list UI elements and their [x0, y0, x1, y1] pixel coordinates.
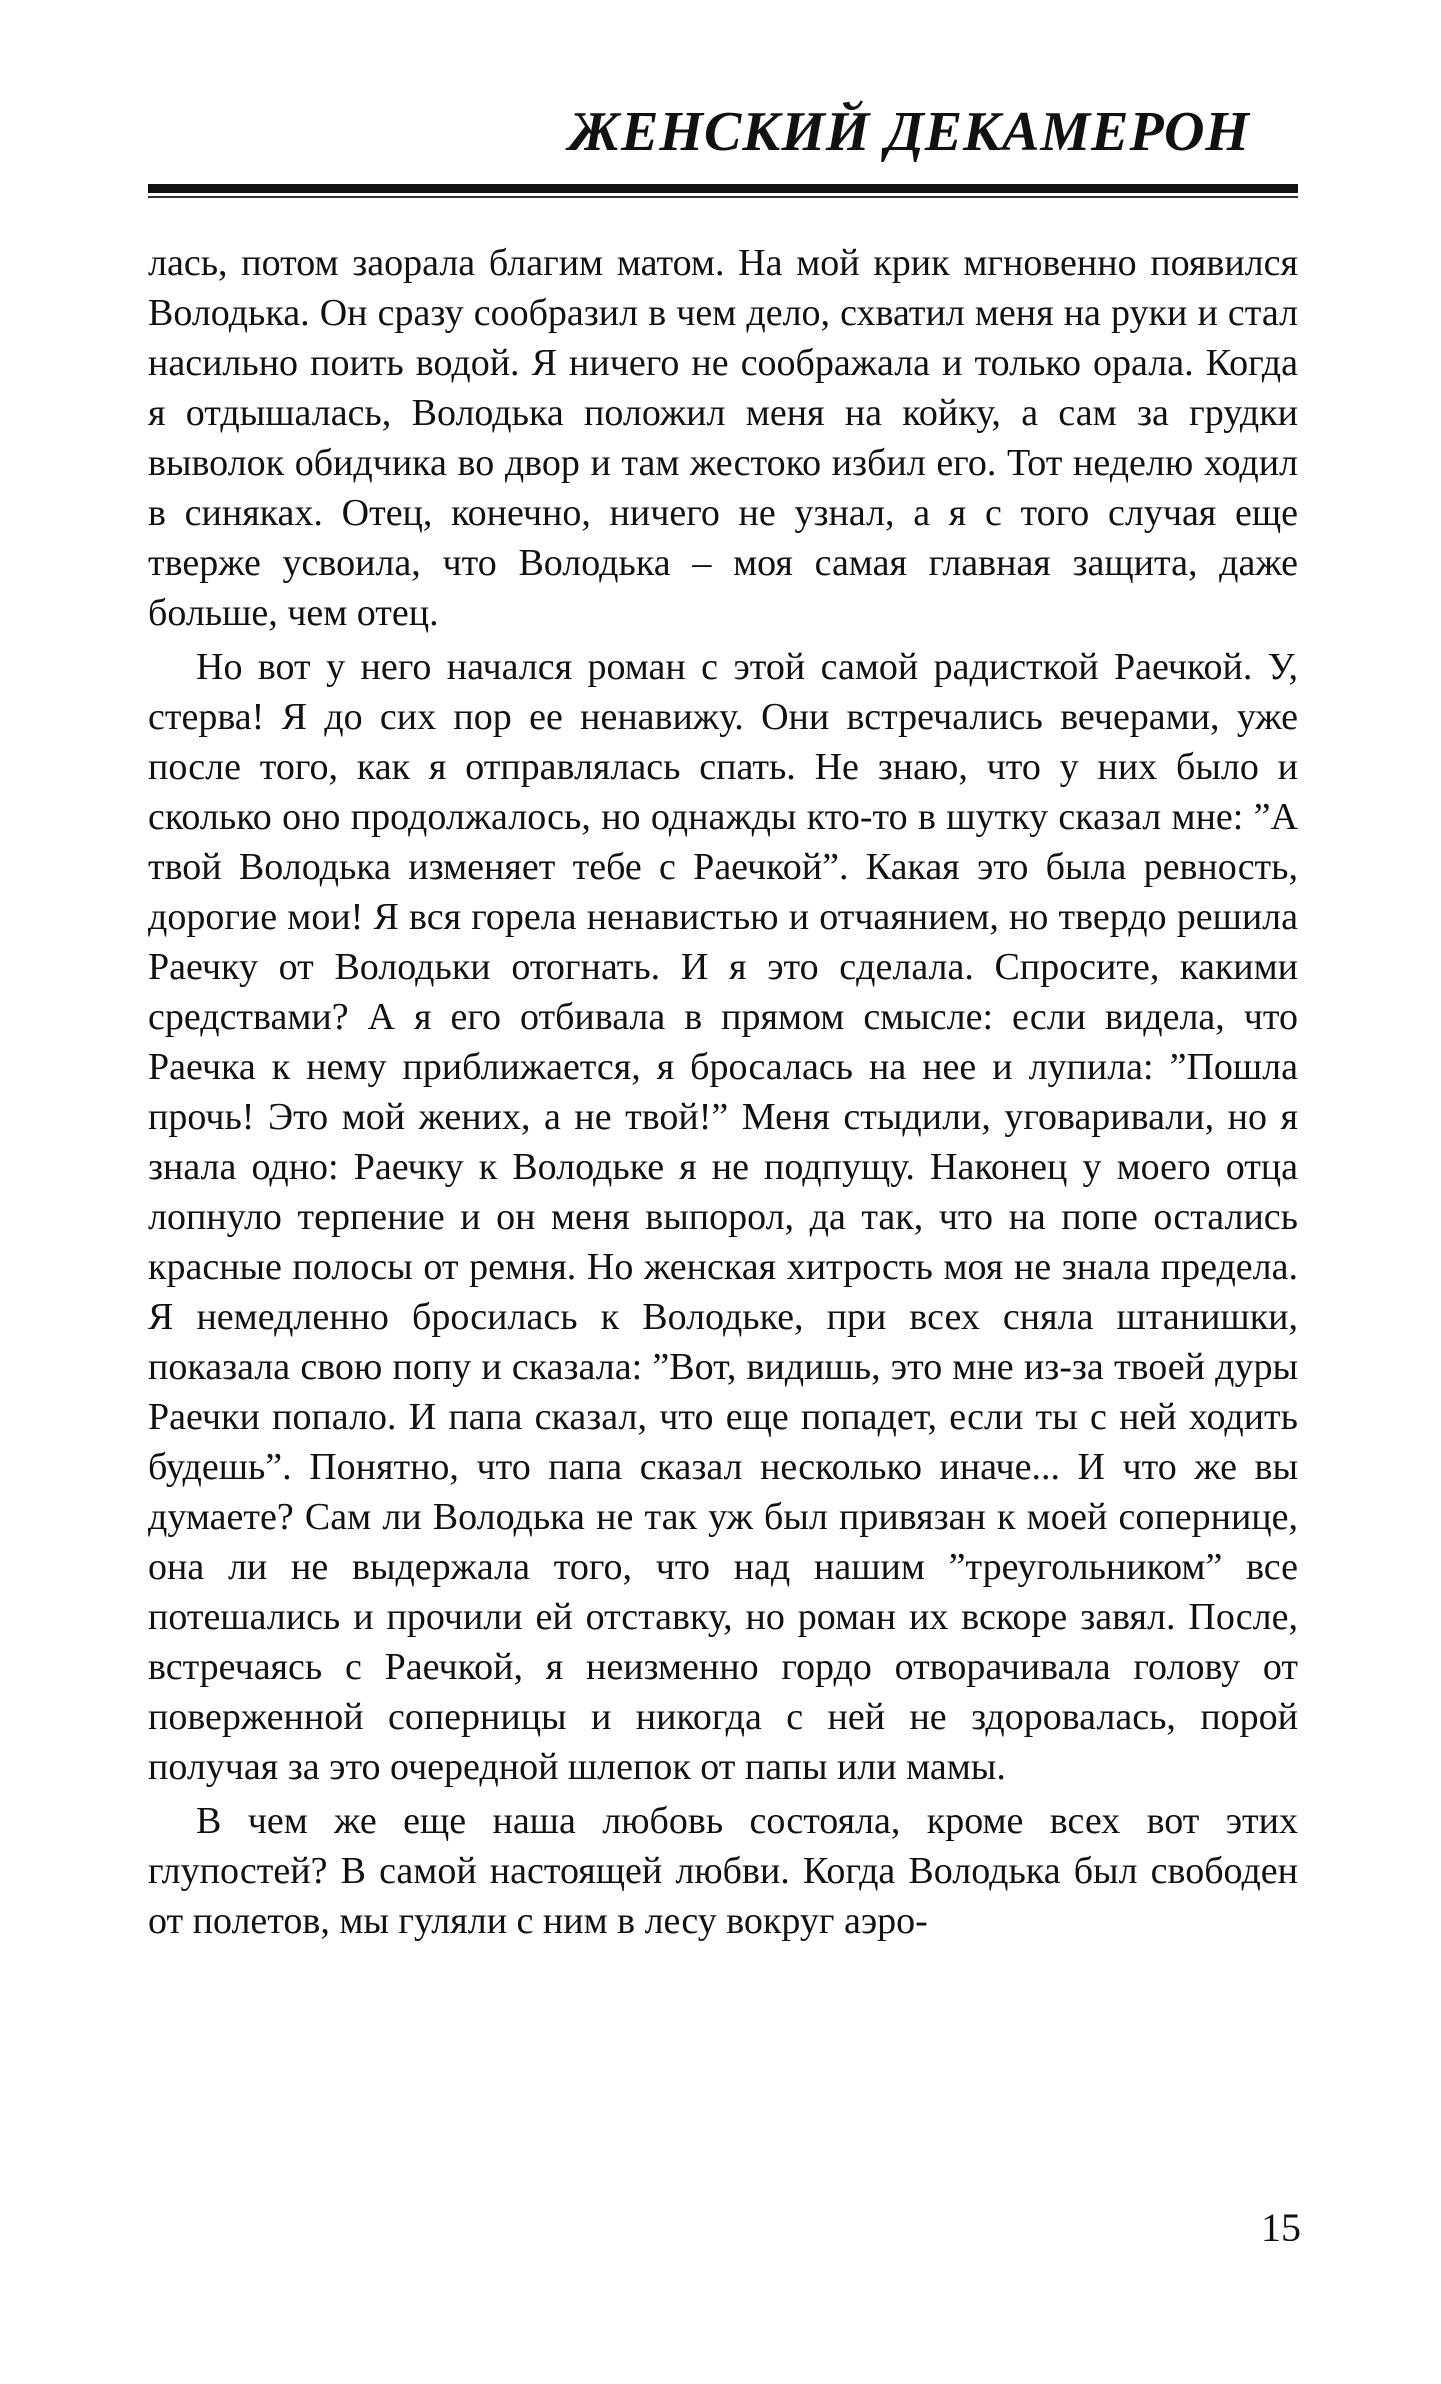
paragraph: В чем же еще наша любовь состояла, кроме всех вот этих глупостей? В самой настоящей любви. Когда Володька был свободен от полетов, мы гуляли с ним в лесу вокруг аэро-	[148, 1800, 1298, 1942]
header-rule-thin	[148, 196, 1298, 198]
page-number: 15	[1261, 2205, 1301, 2250]
header-rule	[148, 184, 1298, 193]
paragraph: Но вот у него начался роман с этой самой радисткой Раечкой. У, стерва! Я до сих пор ее ненавижу. Они встречались вечерами, уже после того, как я отправлялась спать. Не знаю, что у них было и сколько оно продолжалось, но однажды кто-то в шутку сказал мне: ”А твой Володька изменяет тебе с Раечкой”. Какая это была ревность, дорогие мои! Я вся горела ненавистью и отчаянием, но твердо решила Раечку от Володьки отогнать. И я это сделала. Спросите, какими средствами? А я его отбивала в прямом смысле: если видела, что Раечка к нему приближается, я бросалась на нее и лупила: ”Пошла прочь! Это мой жених, а не твой!” Меня стыдили, уговаривали, но я знала одно: Раечку к Володьке я не подпущу. Наконец у моего отца лопнуло терпение и он меня выпорол, да так, что на попе остались красные полосы от ремня. Но женская хитрость моя не знала предела. Я немедленно бросилась к Володьке, при всех сняла штанишки, показала свою попу и сказала: ”Вот, видишь, это мне из-за твоей дуры Раечки попало. И папа сказал, что еще попадет, если ты с ней ходить будешь”. Понятно, что папа сказал несколько иначе... И что же вы думаете? Сам ли Володька не так уж был привязан к моей сопернице, она ли не выдержала того, что над нашим ”треугольником” все потешались и прочили ей отставку, но роман их вскоре завял. После, встречаясь с Раечкой, я неизменно гордо отворачивала голову от поверженной соперницы и никогда с ней не здоровалась, порой получая за это очередной шлепок от папы или мамы.	[148, 646, 1298, 1788]
paragraph-continued: лась, потом заорала благим матом. На мой крик мгновенно появился Володька. Он сразу сообразил в чем дело, схватил меня на руки и стал насильно поить водой. Я ничего не соображала и только орала. Когда я отдышалась, Володька положил меня на койку, а сам за грудки выволок обидчика во двор и там жестоко избил его. Тот неделю ходил в синяках. Отец, конечно, ничего не узнал, а я с того случая еще тверже усвоила, что Володька – моя самая главная защита, даже больше, чем отец.	[148, 242, 1298, 634]
body-text	[148, 238, 1298, 1946]
running-head-title: ЖЕНСКИЙ ДЕКАМЕРОН	[568, 101, 1250, 163]
